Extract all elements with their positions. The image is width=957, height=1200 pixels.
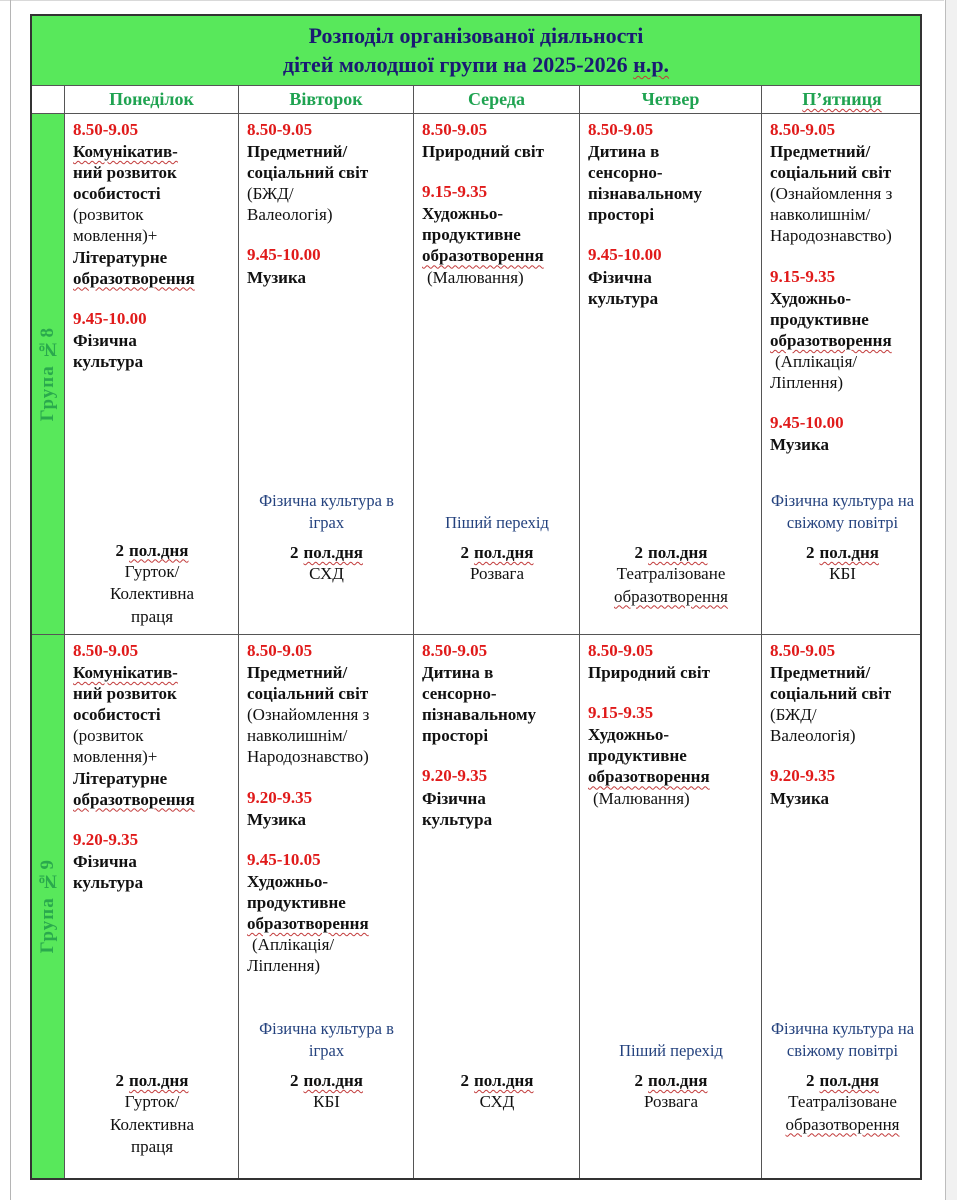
lesson-time: 8.50-9.05 [247, 641, 313, 661]
afternoon-details [770, 563, 915, 585]
lesson-time: 9.15-9.35 [770, 266, 836, 286]
lesson-time: 8.50-9.05 [73, 641, 139, 661]
schedule-cell-g0-d4 [761, 114, 922, 634]
afternoon-details [73, 561, 231, 628]
lesson-line: Предметний/ [247, 142, 348, 162]
lesson-line: Предметний/ [770, 663, 871, 683]
lesson-time: 9.20-9.35 [247, 787, 313, 807]
lesson-g0-d3-1 [588, 244, 754, 308]
lesson-line: образотворення [422, 246, 544, 266]
lesson-line: пізнавальному [588, 184, 703, 204]
lesson-time: 8.50-9.05 [422, 120, 488, 140]
lesson-line: соціальний світ [770, 684, 892, 704]
afternoon-label-word: пол.дня [129, 1071, 189, 1091]
day-header-label-2: Середа [467, 89, 526, 110]
lesson-line: Фізична [73, 330, 137, 350]
lesson-line: Дитина в [588, 142, 660, 162]
lesson-line: ний розвиток [73, 163, 177, 183]
afternoon-label [422, 1070, 572, 1091]
afternoon-label-prefix: 2 [115, 1071, 125, 1091]
lesson-line: навколишнім/ [770, 205, 871, 225]
page-right-margin [945, 0, 957, 1200]
outdoor-note: Фізична культура на свіжому повітрі [770, 490, 915, 532]
outdoor-note: Фізична культура на свіжому повітрі [770, 1018, 915, 1060]
lesson-line: Музика [247, 809, 306, 829]
afternoon-label [588, 542, 754, 563]
afternoon-label [247, 1070, 406, 1091]
schedule-cell-g1-d3 [579, 635, 761, 1178]
afternoon-details [588, 563, 754, 608]
afternoon-details [588, 1091, 754, 1113]
lesson-g1-d0-0 [73, 640, 231, 810]
lesson-line: сенсорно- [422, 684, 497, 704]
group-8-label: Група №8 [37, 326, 58, 422]
outdoor-note: Фізична культура в іграх [259, 490, 394, 532]
afternoon-details [73, 1091, 231, 1158]
lesson-g1-d4-0 [770, 640, 915, 746]
day-header-row [32, 85, 920, 113]
lesson-time: 9.15-9.35 [588, 703, 654, 723]
lesson-line: культура [588, 288, 659, 308]
lesson-time: 8.50-9.05 [770, 641, 836, 661]
lesson-line: продуктивне [770, 309, 869, 329]
lesson-g1-d1-2 [247, 849, 406, 976]
lesson-g0-d0-0 [73, 119, 231, 289]
schedule-cell-g1-d1 [238, 635, 413, 1178]
lesson-line: культура [73, 351, 144, 371]
lesson-line: особистості [73, 705, 161, 725]
lesson-line: (розвиток [73, 726, 144, 746]
lesson-line: образотворення [73, 789, 195, 809]
afternoon-detail-line: образотворення [614, 586, 728, 606]
lesson-time: 9.20-9.35 [73, 829, 139, 849]
afternoon-detail-line: праця [130, 1137, 174, 1157]
afternoon-label-word: пол.дня [129, 540, 189, 560]
lesson-line: Фізична [422, 788, 486, 808]
afternoon-label-prefix: 2 [115, 540, 125, 560]
afternoon-detail-line: КБІ [313, 1092, 340, 1112]
lesson-line: продуктивне [588, 746, 687, 766]
lesson-line: образотворення [73, 268, 195, 288]
lesson-g0-d1-0 [247, 119, 406, 225]
lesson-time: 9.45-10.00 [588, 245, 662, 265]
lesson-line: культура [73, 872, 144, 892]
lesson-line: Валеологія) [770, 726, 856, 746]
lesson-line: (Аплікація/ [252, 935, 335, 954]
lesson-line: Предметний/ [770, 142, 871, 162]
lesson-line: особистості [73, 184, 161, 204]
schedule-cell-g1-d2 [413, 635, 579, 1178]
schedule-cell-g0-d2 [413, 114, 579, 634]
afternoon-detail-line: Гурток/ [124, 561, 180, 581]
lesson-line: (Аплікація/ [775, 351, 858, 371]
group-9-label-cell [32, 635, 64, 1178]
afternoon-detail-line: Театралізоване [788, 1092, 897, 1112]
lesson-line: Музика [247, 267, 306, 287]
lesson-time: 8.50-9.05 [73, 120, 139, 140]
outdoor-note: Піший перехід [619, 1040, 723, 1060]
lesson-g0-d2-1 [422, 181, 572, 287]
afternoon-label-prefix: 2 [290, 543, 299, 563]
lesson-time: 9.15-9.35 [422, 182, 488, 202]
title-year-suffix: н.р. [633, 52, 670, 78]
lesson-time: 8.50-9.05 [422, 641, 488, 661]
lesson-g1-d1-1 [247, 787, 406, 830]
afternoon-label [73, 1070, 231, 1091]
afternoon-label [73, 540, 231, 561]
schedule-cell-g0-d0 [64, 114, 238, 634]
schedule-title [32, 16, 920, 85]
title-line-2: дітей молодшої групи на 2025-2026 [282, 52, 628, 78]
afternoon-label-word: пол.дня [648, 1071, 708, 1091]
afternoon-label-prefix: 2 [806, 1071, 815, 1091]
lesson-line: культура [422, 809, 493, 829]
afternoon-detail-line: образотворення [785, 1114, 900, 1134]
lesson-g1-d2-1 [422, 765, 572, 829]
afternoon-block [588, 1070, 754, 1172]
lesson-time: 9.20-9.35 [422, 766, 488, 786]
day-header-label-0: Понеділок [109, 89, 194, 110]
lesson-line: образотворення [588, 767, 710, 787]
lesson-line: (БЖД/ [770, 705, 817, 725]
lesson-line: мовлення)+ [73, 747, 158, 767]
lesson-line: образотворення [247, 913, 369, 933]
afternoon-label [422, 542, 572, 563]
lesson-line: Літературне [73, 247, 168, 267]
afternoon-block [73, 540, 231, 628]
afternoon-detail-line: Розвага [469, 564, 525, 584]
day-header-label-3: Четвер [641, 89, 700, 110]
afternoon-label-word: пол.дня [819, 1071, 879, 1091]
lesson-g0-d4-2 [770, 412, 915, 455]
afternoon-label-prefix: 2 [460, 1071, 470, 1091]
lesson-line: Комунікатив- [73, 142, 178, 162]
lesson-g1-d1-0 [247, 640, 406, 767]
afternoon-block [422, 542, 572, 628]
lesson-line: Природний світ [588, 663, 710, 683]
lesson-line: продуктивне [422, 225, 521, 245]
lesson-g1-d3-0 [588, 640, 754, 683]
afternoon-label [770, 1070, 915, 1091]
lesson-line: соціальний світ [247, 163, 369, 183]
lesson-g0-d0-1 [73, 308, 231, 372]
schedule-cell-g0-d1 [238, 114, 413, 634]
lesson-line: (Ознайомлення з [770, 184, 893, 204]
lesson-g1-d3-1 [588, 702, 754, 808]
afternoon-detail-line: Колективна [109, 584, 195, 604]
group-9-label: Група №9 [37, 859, 58, 954]
lesson-line: Фізична [73, 851, 137, 871]
afternoon-block [73, 1070, 231, 1172]
lesson-line: просторі [588, 205, 655, 225]
afternoon-details [247, 563, 406, 585]
lesson-line: Літературне [73, 768, 168, 788]
lesson-time: 8.50-9.05 [247, 120, 313, 140]
group-9-row [32, 634, 920, 1178]
lesson-line: Художньо- [247, 871, 329, 891]
lesson-line: Художньо- [588, 725, 670, 745]
lesson-g0-d3-0 [588, 119, 754, 225]
lesson-line: Валеологія) [247, 205, 333, 225]
day-header-cell-1 [238, 86, 413, 113]
day-header-cell-4 [761, 86, 922, 113]
afternoon-details [422, 1091, 572, 1113]
lesson-line: (Малювання) [427, 267, 524, 287]
afternoon-label [588, 1070, 754, 1091]
day-header-cell-0 [64, 86, 238, 113]
lesson-time: 8.50-9.05 [588, 120, 654, 140]
lesson-line: Художньо- [770, 288, 852, 308]
header-corner-cell [32, 86, 64, 113]
lesson-time: 8.50-9.05 [770, 120, 836, 140]
day-header-cell-2 [413, 86, 579, 113]
lesson-line: Народознавство) [770, 226, 892, 246]
lesson-time: 9.45-10.00 [73, 308, 147, 328]
group-8-label-cell [32, 114, 64, 634]
lesson-time: 9.45-10.00 [770, 413, 844, 432]
lesson-line: Художньо- [422, 204, 504, 224]
afternoon-label-word: пол.дня [474, 543, 534, 563]
page-top-edge [0, 0, 944, 1]
title-line-1: Розподіл організованої діяльності [308, 23, 644, 48]
lesson-line: Дитина в [422, 663, 494, 683]
lesson-line: пізнавальному [422, 705, 537, 725]
afternoon-detail-line: Розвага [643, 1092, 699, 1112]
schedule-cell-g0-d3 [579, 114, 761, 634]
lesson-time: 9.45-10.05 [247, 849, 321, 869]
page-left-edge [10, 0, 11, 1200]
schedule-cell-g1-d4 [761, 635, 922, 1178]
lesson-time: 9.20-9.35 [770, 766, 836, 786]
schedule-table [30, 14, 922, 1180]
day-header-label-4: П’ятниця [802, 89, 882, 110]
outdoor-note: Піший перехід [445, 512, 549, 532]
afternoon-details [422, 563, 572, 585]
lesson-line: Фізична [588, 267, 652, 287]
lesson-time: 8.50-9.05 [588, 641, 654, 661]
schedule-cell-g1-d0 [64, 635, 238, 1178]
afternoon-detail-line: СХД [309, 564, 344, 584]
afternoon-label-prefix: 2 [634, 543, 644, 563]
lesson-line: сенсорно- [588, 163, 663, 183]
lesson-line: продуктивне [247, 892, 346, 912]
lesson-line: мовлення)+ [73, 226, 158, 246]
afternoon-block [422, 1070, 572, 1172]
lesson-line: Ліплення) [770, 372, 844, 392]
afternoon-label-word: пол.дня [474, 1071, 534, 1091]
lesson-line: (розвиток [73, 205, 144, 225]
lesson-g0-d2-0 [422, 119, 572, 162]
lesson-line: Ліплення) [247, 956, 321, 976]
afternoon-detail-line: Колективна [109, 1114, 195, 1134]
lesson-line: навколишнім/ [247, 726, 348, 746]
afternoon-label [770, 542, 915, 563]
day-header-label-1: Вівторок [289, 89, 363, 110]
lesson-g0-d4-0 [770, 119, 915, 246]
afternoon-details [247, 1091, 406, 1113]
lesson-line: Музика [770, 788, 829, 808]
afternoon-detail-line: Театралізоване [616, 564, 726, 584]
lesson-line: соціальний світ [770, 163, 892, 183]
afternoon-block [770, 1070, 915, 1172]
lesson-g1-d4-1 [770, 765, 915, 808]
lesson-g1-d2-0 [422, 640, 572, 746]
outdoor-note: Фізична культура в іграх [259, 1018, 394, 1060]
afternoon-label-prefix: 2 [806, 543, 815, 563]
lesson-line: Музика [770, 435, 829, 455]
afternoon-label [247, 542, 406, 563]
afternoon-label-prefix: 2 [290, 1071, 299, 1091]
afternoon-details [770, 1091, 915, 1136]
afternoon-detail-line: КБІ [829, 564, 856, 584]
lesson-line: Народознавство) [247, 747, 369, 767]
afternoon-label-prefix: 2 [634, 1071, 644, 1091]
lesson-time: 9.45-10.00 [247, 245, 321, 265]
afternoon-label-word: пол.дня [303, 543, 363, 563]
afternoon-label-word: пол.дня [819, 543, 879, 563]
afternoon-label-word: пол.дня [648, 543, 708, 563]
group-8-row [32, 113, 920, 634]
lesson-line: образотворення [770, 330, 892, 350]
lesson-line: ний розвиток [73, 684, 177, 704]
lesson-g1-d0-1 [73, 829, 231, 893]
lesson-line: (БЖД/ [247, 184, 294, 204]
lesson-line: (Ознайомлення з [247, 705, 370, 725]
lesson-line: соціальний світ [247, 684, 369, 704]
afternoon-detail-line: праця [130, 606, 174, 626]
lesson-line: просторі [422, 726, 489, 746]
lesson-g0-d1-1 [247, 244, 406, 287]
afternoon-block [588, 542, 754, 628]
afternoon-block [247, 542, 406, 628]
lesson-g0-d4-1 [770, 266, 915, 393]
lesson-line: Природний світ [422, 142, 544, 162]
afternoon-label-word: пол.дня [303, 1071, 363, 1091]
afternoon-detail-line: Гурток/ [124, 1092, 180, 1112]
lesson-line: Комунікатив- [73, 663, 178, 683]
day-header-cell-3 [579, 86, 761, 113]
lesson-line: (Малювання) [593, 788, 690, 808]
afternoon-block [770, 542, 915, 628]
afternoon-label-prefix: 2 [460, 543, 470, 563]
afternoon-block [247, 1070, 406, 1172]
afternoon-detail-line: СХД [479, 1092, 515, 1112]
lesson-line: Предметний/ [247, 663, 348, 683]
